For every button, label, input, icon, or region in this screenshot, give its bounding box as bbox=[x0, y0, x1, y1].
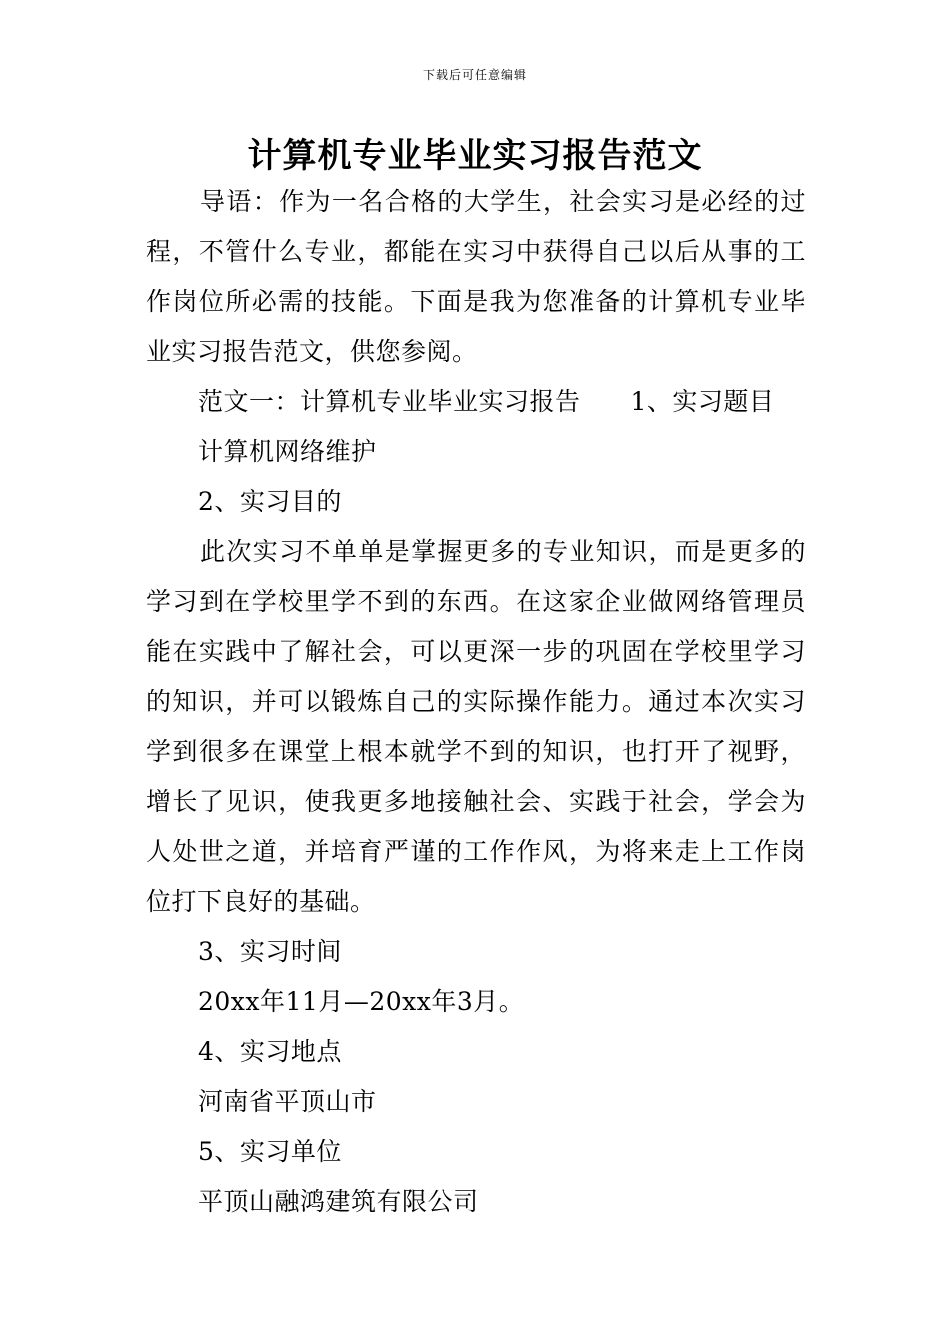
intro-paragraph: 导语：作为一名合格的大学生，社会实习是必经的过程，不管什么专业，都能在实习中获得自己以后从事的工作岗位所必需的技能。下面是我为您准备的计算机专业毕业实习报告范文，供您参阅。 bbox=[146, 187, 806, 366]
unit-heading: 5、实习单位 bbox=[198, 1137, 342, 1166]
purpose-paragraph: 此次实习不单单是掌握更多的专业知识，而是更多的学习到在学校里学不到的东西。在这家企业做网络管理员能在实践中了解社会，可以更深一步的巩固在学校里学习的知识，并可以锻炼自己的实际操作能力。通过本次实习学到很多在课堂上根本就学不到的知识，也打开了视野，增长了见识，使我更多地接触社会、实践于社会，学会为人处世之道，并培育严谨的工作作风，为将来走上工作岗位打下良好的基础。 bbox=[146, 537, 806, 916]
document-title: 计算机专业毕业实习报告范文 bbox=[247, 136, 703, 176]
time-heading: 3、实习时间 bbox=[198, 937, 342, 966]
unit-text: 平顶山融鸿建筑有限公司 bbox=[198, 1187, 479, 1216]
section-heading-right: 1、实习题目 bbox=[630, 387, 775, 416]
time-text: 20xx年11月—20xx年3月。 bbox=[198, 987, 525, 1016]
section-heading-left: 范文一：计算机专业毕业实习报告 bbox=[198, 387, 581, 416]
place-text: 河南省平顶山市 bbox=[198, 1087, 377, 1116]
topic-text: 计算机网络维护 bbox=[198, 437, 377, 466]
header-note: 下载后可任意编辑 bbox=[422, 68, 527, 82]
section-heading bbox=[146, 377, 806, 427]
purpose-heading: 2、实习目的 bbox=[198, 487, 342, 516]
place-heading: 4、实习地点 bbox=[198, 1037, 342, 1066]
document-body bbox=[146, 177, 806, 1227]
